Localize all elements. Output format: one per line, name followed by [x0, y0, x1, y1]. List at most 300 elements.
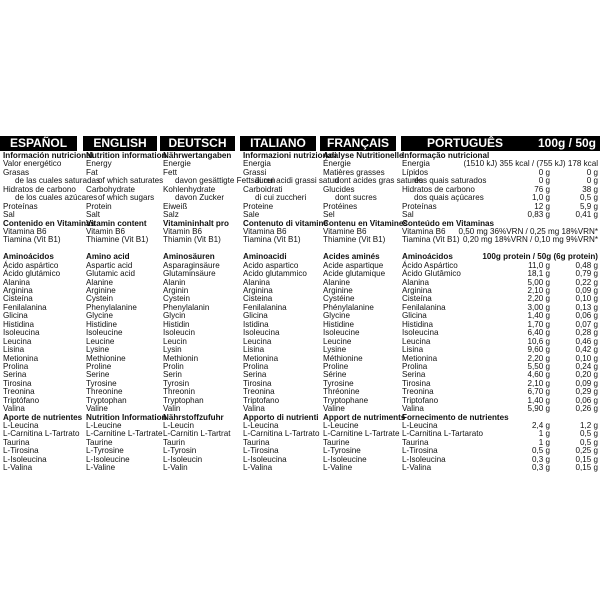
- label-pt-4: Hidratos de carbono: [402, 184, 475, 194]
- label-es-18: Fenilalanina: [3, 302, 47, 312]
- label-en-19: Glycine: [86, 311, 113, 321]
- value-50g-35: 0,25 g: [575, 446, 598, 456]
- label-it-31: Apporto di nutrienti: [243, 412, 319, 422]
- value-50g-2: 0 g: [586, 167, 598, 177]
- label-es-21: Isoleucina: [3, 328, 40, 338]
- label-es-17: Cisteína: [3, 294, 33, 304]
- label-es-36: L-Isoleucina: [3, 454, 47, 464]
- label-it-19: Glicina: [243, 311, 268, 321]
- label-it-21: Isoleucina: [243, 328, 280, 338]
- label-fr-4: Glucides: [323, 184, 355, 194]
- label-es-14: Ácido glutámico: [3, 269, 61, 279]
- label-de-12: Aminosäuren: [163, 252, 215, 262]
- label-en-37: L-Valine: [86, 463, 116, 473]
- value-50g-6: 5,9 g: [579, 201, 598, 211]
- label-pt-30: Valina: [402, 404, 424, 414]
- label-fr-34: Taurine: [323, 437, 350, 447]
- value-50g-21: 0,28 g: [575, 328, 598, 338]
- label-es-28: Treonina: [3, 387, 35, 397]
- row-pt-22: [402, 338, 598, 346]
- label-es-2: Grasas: [3, 167, 30, 177]
- label-it-35: L-Tirosina: [243, 446, 279, 456]
- label-es-23: Lisina: [3, 345, 25, 355]
- label-pt-19: Glicina: [402, 311, 427, 321]
- value-100g-27: 2,10 g: [527, 378, 550, 388]
- row-fr-10: [323, 236, 399, 244]
- value-pt-1: (1510 kJ) 355 kcal / (755 kJ) 178 kcal: [463, 159, 598, 169]
- header-es: ESPAÑOL: [0, 136, 77, 151]
- label-de-1: Energie: [163, 159, 191, 169]
- value-50g-5: 0,5 g: [579, 193, 598, 203]
- label-de-17: Cystein: [163, 294, 190, 304]
- label-pt-24: Metionina: [402, 353, 438, 363]
- label-es-30: Valina: [3, 404, 25, 414]
- label-en-26: Serine: [86, 370, 110, 380]
- label-es-15: Alanina: [3, 277, 31, 287]
- label-fr-12: Acides aminés: [323, 252, 380, 262]
- value-100g-15: 5,00 g: [527, 277, 550, 287]
- label-de-31: Nährstoffzufuhr: [163, 412, 224, 422]
- row-pt-24: [402, 355, 598, 363]
- label-es-35: L-Tirosina: [3, 446, 39, 456]
- label-fr-15: Alanine: [323, 277, 351, 287]
- value-100g-23: 9,60 g: [527, 345, 550, 355]
- label-pt-6: Proteínas: [402, 201, 437, 211]
- label-it-26: Serina: [243, 370, 267, 380]
- label-it-22: Leucina: [243, 336, 272, 346]
- value-50g-17: 0,10 g: [575, 294, 598, 304]
- label-de-7: Salz: [163, 210, 179, 220]
- header-pt: [401, 136, 600, 151]
- label-es-6: Proteínas: [3, 201, 38, 211]
- label-en-25: Proline: [86, 361, 112, 371]
- value-100g-6: 12 g: [534, 201, 550, 211]
- label-en-16: Arginine: [86, 286, 116, 295]
- label-es-3: de las cuales saturadas: [15, 176, 101, 186]
- value-100g-33: 1 g: [538, 429, 550, 439]
- label-pt-12: Aminoácidos: [402, 252, 453, 262]
- label-es-13: Ácido aspártico: [3, 260, 59, 270]
- label-en-9: Vitamin B6: [86, 226, 125, 236]
- label-it-1: Energia: [243, 159, 271, 169]
- label-en-24: Methionine: [86, 353, 126, 363]
- label-de-5: davon Zucker: [175, 193, 225, 203]
- label-pt-21: Isoleucina: [402, 328, 439, 338]
- label-en-15: Alanine: [86, 277, 114, 287]
- value-100g-2: 0 g: [538, 167, 550, 177]
- value-100g-3: 0 g: [538, 176, 550, 186]
- value-100g-20: 1,70 g: [527, 319, 550, 329]
- label-pt-35: L-Tirosina: [402, 446, 438, 456]
- label-en-1: Energy: [86, 159, 112, 169]
- label-fr-32: L-Leucine: [323, 421, 359, 430]
- label-fr-17: Cystéine: [323, 294, 355, 304]
- label-fr-0: Analyse Nutritionelle: [323, 151, 404, 160]
- value-pt-10: 0,20 mg 18%VRN / 0,10 mg 9%VRN*: [463, 235, 598, 245]
- label-es-12: Aminoácidos: [3, 252, 54, 262]
- value-50g-22: 0,46 g: [575, 336, 598, 346]
- label-fr-1: Énergie: [323, 159, 351, 169]
- label-it-8: Contenuto di vitamine: [243, 218, 328, 228]
- value-50g-32: 1,2 g: [579, 421, 598, 430]
- value-50g-27: 0,09 g: [575, 378, 598, 388]
- label-es-20: Histidina: [3, 319, 35, 329]
- value-100g-25: 5,50 g: [527, 361, 550, 371]
- header-de: DEUTSCH: [160, 136, 235, 151]
- label-es-10: Tiamina (Vit B1): [3, 235, 61, 245]
- label-es-34: Taurina: [3, 437, 30, 447]
- label-en-34: Taurine: [86, 437, 113, 447]
- row-pt-25: [402, 363, 598, 371]
- label-es-37: L-Valina: [3, 463, 33, 473]
- label-fr-8: Contenu en Vitamines: [323, 218, 408, 228]
- label-en-2: Fat: [86, 167, 98, 177]
- value-50g-28: 0,29 g: [575, 387, 598, 397]
- label-pt-7: Sal: [402, 210, 414, 220]
- label-es-5: de los cuales azúcares: [15, 193, 98, 203]
- label-fr-9: Vitamine B6: [323, 226, 367, 236]
- row-pt-1: [402, 160, 598, 168]
- label-it-32: L-Leucina: [243, 421, 279, 430]
- label-es-29: Triptófano: [3, 395, 40, 405]
- label-fr-10: Thiamine (Vit B1): [323, 235, 386, 245]
- label-fr-31: Apport de nutriments: [323, 412, 406, 422]
- label-it-28: Treonina: [243, 387, 275, 397]
- label-en-6: Protein: [86, 201, 112, 211]
- label-es-22: Leucina: [3, 336, 32, 346]
- value-50g-24: 0,10 g: [575, 353, 598, 363]
- label-en-3: of which saturates: [98, 176, 164, 186]
- label-en-4: Carbohydrate: [86, 184, 136, 194]
- value-50g-15: 0,22 g: [575, 277, 598, 287]
- label-de-2: Fett: [163, 167, 177, 177]
- label-pt-31: Fornecimento de nutrientes: [402, 412, 509, 422]
- label-pt-18: Fenilalanina: [402, 302, 446, 312]
- label-it-16: Arginina: [243, 286, 273, 295]
- row-pt-10: [402, 236, 598, 244]
- label-fr-36: L-Isoleucine: [323, 454, 367, 464]
- label-fr-26: Sérine: [323, 370, 347, 380]
- label-pt-17: Cisteína: [402, 294, 432, 304]
- label-fr-3: dont acides gras saturés: [335, 176, 424, 186]
- label-de-9: Vitamin B6: [163, 226, 202, 236]
- row-pt-21: [402, 329, 598, 337]
- label-de-32: L-Leucin: [163, 421, 195, 430]
- row-fr-37: [323, 464, 399, 472]
- label-fr-29: Tryptophane: [323, 395, 369, 405]
- label-de-15: Alanin: [163, 277, 186, 287]
- label-fr-18: Phénylalanine: [323, 302, 374, 312]
- label-en-31: Nutrition Information: [86, 412, 167, 422]
- label-de-20: Histidin: [163, 319, 190, 329]
- label-it-25: Prolina: [243, 361, 269, 371]
- row-pt-6: [402, 203, 598, 211]
- label-it-33: L-Carnitina L-Tartrato: [243, 429, 320, 439]
- label-es-7: Sal: [3, 210, 15, 220]
- label-it-18: Fenilalanina: [243, 302, 287, 312]
- label-es-0: Información nutricional: [3, 151, 93, 160]
- column-en: [86, 151, 167, 473]
- label-de-0: Nährwertangaben: [163, 151, 232, 160]
- row-pt-37: [402, 464, 598, 472]
- label-it-14: Acido glutammico: [243, 269, 307, 279]
- label-en-10: Thiamine (Vit B1): [86, 235, 149, 245]
- label-de-34: Taurin: [163, 437, 186, 447]
- value-50g-34: 0,5 g: [579, 437, 598, 447]
- label-en-18: Phenylalanine: [86, 302, 137, 312]
- label-de-29: Tryptophan: [163, 395, 204, 405]
- label-es-8: Contenido en Vitaminas: [3, 218, 96, 228]
- label-es-4: Hidratos de carbono: [3, 184, 76, 194]
- label-it-9: Vitamina B6: [243, 226, 287, 236]
- label-en-8: Vitamin content: [86, 218, 147, 228]
- label-it-13: Acido aspartico: [243, 260, 299, 270]
- label-pt-5: dos quais açúcares: [414, 193, 484, 203]
- label-en-0: Nutrition information: [86, 151, 167, 160]
- label-it-7: Sale: [243, 210, 260, 220]
- value-50g-19: 0,06 g: [575, 311, 598, 321]
- row-pt-36: [402, 456, 598, 464]
- value-100g-29: 1,40 g: [527, 395, 550, 405]
- value-50g-20: 0,07 g: [575, 319, 598, 329]
- label-fr-27: Tyrosine: [323, 378, 354, 388]
- value-100g-32: 2,4 g: [531, 421, 550, 430]
- column-pt: [402, 152, 598, 473]
- value-50g-26: 0,20 g: [575, 370, 598, 380]
- label-de-18: Phenylalanin: [163, 302, 210, 312]
- value-100g-19: 1,40 g: [527, 311, 550, 321]
- label-en-30: Valine: [86, 404, 108, 414]
- label-it-37: L-Valina: [243, 463, 273, 473]
- label-de-28: Threonin: [163, 387, 195, 397]
- label-fr-22: Leucine: [323, 336, 352, 346]
- label-pt-25: Prolina: [402, 361, 428, 371]
- header-pt-qty: 100g / 50g: [537, 136, 596, 150]
- label-de-24: Methionin: [163, 353, 199, 363]
- label-fr-28: Thréonine: [323, 387, 360, 397]
- label-de-6: Eiweiß: [163, 201, 188, 211]
- label-de-37: L-Valin: [163, 463, 188, 473]
- label-pt-27: Tirosina: [402, 378, 431, 388]
- label-it-17: Cisteina: [243, 294, 273, 304]
- label-es-31: Aporte de nutrientes: [3, 412, 83, 422]
- label-it-24: Metionina: [243, 353, 279, 363]
- row-en-37: [86, 464, 160, 472]
- label-en-5: of which sugars: [98, 193, 155, 203]
- label-en-7: Salt: [86, 210, 100, 220]
- label-de-19: Glycin: [163, 311, 186, 321]
- label-de-36: L-Isoleucin: [163, 454, 203, 464]
- label-fr-14: Acide glutamique: [323, 269, 386, 279]
- label-pt-22: Leucina: [402, 336, 431, 346]
- label-fr-25: Proline: [323, 361, 349, 371]
- label-fr-6: Protéines: [323, 201, 358, 211]
- row-de-37: [163, 464, 239, 472]
- label-fr-7: Sel: [323, 210, 335, 220]
- header-fr: FRANÇAIS: [320, 136, 396, 151]
- label-pt-32: L-Leucina: [402, 421, 438, 430]
- label-it-0: Informazioni nutrizionali: [243, 151, 337, 160]
- label-fr-24: Méthionine: [323, 353, 363, 363]
- value-50g-30: 0,26 g: [575, 404, 598, 414]
- value-50g-36: 0,15 g: [575, 454, 598, 464]
- label-pt-28: Treonina: [402, 387, 434, 397]
- value-50g-29: 0,06 g: [575, 395, 598, 405]
- label-en-12: Amino acid: [86, 252, 130, 262]
- label-es-25: Prolina: [3, 361, 29, 371]
- label-it-2: Grassi: [243, 167, 267, 177]
- value-100g-34: 1 g: [538, 437, 550, 447]
- label-de-16: Arginin: [163, 286, 189, 295]
- label-it-20: Istidina: [243, 319, 269, 329]
- value-50g-16: 0,09 g: [575, 286, 598, 295]
- value-100g-13: 11,0 g: [528, 260, 550, 270]
- label-es-19: Glicina: [3, 311, 28, 321]
- label-it-5: di cui zuccheri: [255, 193, 307, 203]
- value-50g-33: 0,5 g: [579, 429, 598, 439]
- label-pt-3: dos quais saturados: [414, 176, 487, 186]
- label-en-36: L-Isoleucine: [86, 454, 130, 464]
- label-en-20: Histidine: [86, 319, 118, 329]
- label-de-23: Lysin: [163, 345, 182, 355]
- label-it-27: Tirosina: [243, 378, 272, 388]
- value-50g-14: 0,79 g: [575, 269, 598, 279]
- row-pt-29: [402, 397, 598, 405]
- label-en-35: L-Tyrosine: [86, 446, 124, 456]
- label-pt-10: Tiamina (Vit B1): [402, 235, 460, 245]
- label-fr-33: L-Carnitine L-Tartrate: [323, 429, 400, 439]
- label-es-27: Tirosina: [3, 378, 32, 388]
- label-it-30: Valina: [243, 404, 265, 414]
- label-pt-20: Histidina: [402, 319, 434, 329]
- value-100g-37: 0,3 g: [531, 463, 550, 473]
- label-en-32: L-Leucine: [86, 421, 122, 430]
- label-pt-29: Triptofano: [402, 395, 439, 405]
- label-en-27: Tyrosine: [86, 378, 117, 388]
- value-50g-18: 0,13 g: [575, 302, 598, 312]
- header-en: ENGLISH: [83, 136, 157, 151]
- row-es-10: [3, 236, 80, 244]
- label-it-29: Triptofano: [243, 395, 280, 405]
- header-it: ITALIANO: [240, 136, 316, 151]
- label-fr-16: Arginine: [323, 286, 353, 295]
- label-es-16: Arginina: [3, 286, 33, 295]
- label-en-33: L-Carnitine L-Tartrate: [86, 429, 163, 439]
- label-en-28: Threonine: [86, 387, 123, 397]
- row-es-37: [3, 464, 80, 472]
- row-it-10: [243, 236, 319, 244]
- label-it-15: Alanina: [243, 277, 271, 287]
- label-es-24: Metionina: [3, 353, 39, 363]
- value-100g-14: 18,1 g: [527, 269, 550, 279]
- label-fr-23: Lysine: [323, 345, 347, 355]
- label-pt-8: Conteúdo em Vitaminas: [402, 218, 495, 228]
- label-pt-26: Serina: [402, 370, 426, 380]
- label-pt-15: Alanina: [402, 277, 430, 287]
- label-es-26: Serina: [3, 370, 27, 380]
- label-fr-35: L-Tyrosine: [323, 446, 361, 456]
- label-it-10: Tiamina (Vit B1): [243, 235, 301, 245]
- label-en-14: Glutamic acid: [86, 269, 136, 279]
- label-fr-13: Acide aspartique: [323, 260, 384, 270]
- label-pt-1: Energia: [402, 159, 430, 169]
- value-100g-5: 1,0 g: [531, 193, 550, 203]
- label-en-17: Cystein: [86, 294, 113, 304]
- label-de-4: Kohlenhydrate: [163, 184, 216, 194]
- row-pt-14: [402, 270, 598, 278]
- label-pt-0: Informação nutricional: [402, 151, 490, 160]
- label-es-32: L-Leucina: [3, 421, 39, 430]
- label-de-3: davon gesättigte Fettsäuren: [175, 176, 276, 186]
- value-100g-18: 3,00 g: [527, 302, 550, 312]
- label-pt-13: Ácido Aspártico: [402, 260, 458, 270]
- label-de-14: Glutaminsäure: [163, 269, 216, 279]
- value-100g-21: 6,40 g: [527, 328, 550, 338]
- label-it-23: Lisina: [243, 345, 265, 355]
- value-100g-17: 2,20 g: [527, 294, 550, 304]
- label-de-35: L-Tyrosin: [163, 446, 197, 456]
- label-en-23: Lysine: [86, 345, 110, 355]
- label-fr-20: Histidine: [323, 319, 355, 329]
- header-pt-label: PORTUGUÊS: [427, 136, 504, 150]
- label-it-34: Taurina: [243, 437, 270, 447]
- label-de-26: Serin: [163, 370, 182, 380]
- row-pt-26: [402, 371, 598, 379]
- value-50g-25: 0,24 g: [575, 361, 598, 371]
- row-pt-18: [402, 304, 598, 312]
- label-fr-5: dont sucres: [335, 193, 377, 203]
- label-fr-37: L-Valine: [323, 463, 353, 473]
- label-it-12: Aminoacidi: [243, 252, 287, 262]
- value-100g-24: 2,20 g: [527, 353, 550, 363]
- value-pt-9: 0,50 mg 36%VRN / 0,25 mg 18%VRN*: [458, 226, 598, 236]
- label-de-8: Vitamininhalt pro: [163, 218, 229, 228]
- value-100g-36: 0,3 g: [531, 454, 550, 464]
- label-pt-33: L-Carnitina L-Tartarato: [402, 429, 483, 439]
- row-en-10: [86, 236, 160, 244]
- label-pt-37: L-Valina: [402, 463, 432, 473]
- label-en-22: Leucine: [86, 336, 115, 346]
- value-100g-35: 0,5 g: [531, 446, 550, 456]
- label-en-29: Tryptophan: [86, 395, 127, 405]
- row-de-10: [163, 236, 239, 244]
- label-de-21: Isoleucin: [163, 328, 195, 338]
- label-es-1: Valor energético: [3, 159, 62, 169]
- value-50g-4: 38 g: [582, 184, 598, 194]
- row-pt-33: [402, 430, 598, 438]
- label-de-27: Tyrosin: [163, 378, 190, 388]
- value-100g-28: 6,70 g: [527, 387, 550, 397]
- label-fr-30: Valine: [323, 404, 345, 414]
- value-pt-12: 100g protein / 50g (6g protein): [482, 252, 598, 262]
- label-pt-34: Taurina: [402, 437, 429, 447]
- label-fr-21: Isoleucine: [323, 328, 360, 338]
- label-de-25: Prolin: [163, 361, 184, 371]
- label-pt-23: Lisina: [402, 345, 424, 355]
- label-pt-9: Vitamina B6: [402, 226, 446, 236]
- label-de-30: Valin: [163, 404, 181, 414]
- value-50g-3: 0 g: [586, 176, 598, 186]
- label-de-13: Asparaginsäure: [163, 260, 220, 270]
- label-pt-36: L-Isoleucina: [402, 454, 446, 464]
- value-100g-4: 76 g: [534, 184, 550, 194]
- value-50g-37: 0,15 g: [575, 463, 598, 473]
- value-50g-13: 0,48 g: [575, 260, 598, 270]
- value-100g-26: 4,60 g: [527, 370, 550, 380]
- label-pt-2: Lípidos: [402, 167, 429, 177]
- label-de-22: Leucin: [163, 336, 187, 346]
- label-fr-2: Matières grasses: [323, 167, 385, 177]
